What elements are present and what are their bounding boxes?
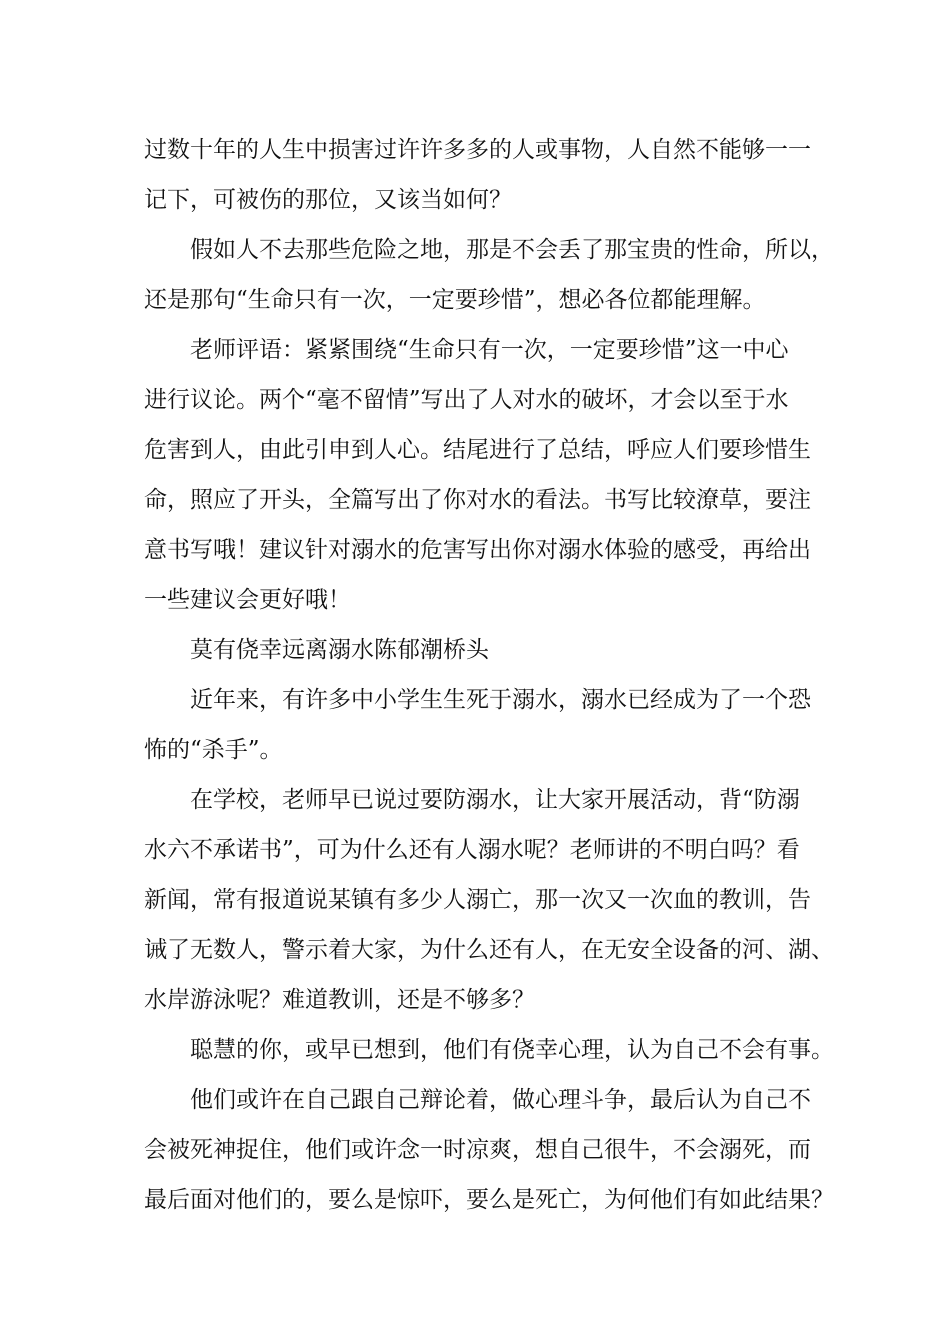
text-line: 怖的“杀手”。 — [144, 737, 283, 763]
text-line: 会被死神捉住，他们或许念一时凉爽，想自己很牛，不会溺死，而 — [144, 1137, 811, 1163]
paragraph-start-line: 假如人不去那些危险之地，那是不会丢了那宝贵的性命，所以， — [190, 237, 834, 263]
text-line: 诫了无数人，警示着大家，为什么还有人，在无安全设备的河、湖、 — [144, 937, 834, 963]
text-line: 水岸游泳呢？难道教训，还是不够多？ — [144, 987, 535, 1013]
text-line: 还是那句“生命只有一次，一定要珍惜”，想必各位都能理解。 — [144, 287, 766, 313]
text-line: 命，照应了开头，全篇写出了你对水的看法。书写比较潦草，要注 — [144, 487, 811, 513]
essay-title: 莫有侥幸远离溺水陈郁潮桥头 — [190, 637, 489, 663]
text-line: 新闻，常有报道说某镇有多少人溺亡，那一次又一次血的教训，告 — [144, 887, 811, 913]
text-line: 记下，可被伤的那位，又该当如何？ — [144, 187, 512, 213]
paragraph-start-line: 近年来，有许多中小学生生死于溺水，溺水已经成为了一个恐 — [190, 687, 811, 713]
text-line: 水六不承诺书”，可为什么还有人溺水呢？老师讲的不明白吗？看 — [144, 837, 800, 863]
paragraph-start-line: 聪慧的你，或早已想到，他们有侥幸心理，认为自己不会有事。 — [190, 1037, 834, 1063]
text-line: 一些建议会更好哦！ — [144, 587, 351, 613]
text-line: 过数十年的人生中损害过许许多多的人或事物，人自然不能够一一 — [144, 137, 811, 163]
text-line: 进行议论。两个“毫不留情”写出了人对水的破坏，才会以至于水 — [144, 387, 789, 413]
paragraph-start-line: 老师评语：紧紧围绕“生命只有一次，一定要珍惜”这一中心 — [190, 337, 789, 363]
text-line: 意书写哦！建议针对溺水的危害写出你对溺水体验的感受，再给出 — [144, 537, 811, 563]
text-line: 危害到人，由此引申到人心。结尾进行了总结，呼应人们要珍惜生 — [144, 437, 811, 463]
paragraph-start-line: 他们或许在自己跟自己辩论着，做心理斗争，最后认为自己不 — [190, 1087, 811, 1113]
paragraph-start-line: 在学校，老师早已说过要防溺水，让大家开展活动，背“防溺 — [190, 787, 800, 813]
text-line: 最后面对他们的，要么是惊吓，要么是死亡，为何他们有如此结果？ — [144, 1187, 834, 1213]
